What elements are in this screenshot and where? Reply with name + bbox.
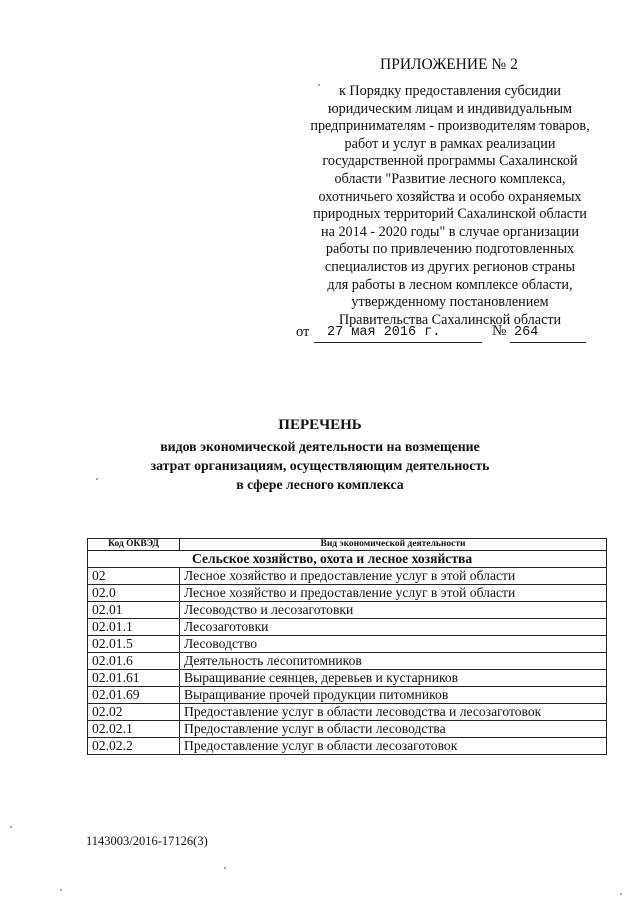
table-row	[88, 738, 607, 755]
section-row	[88, 551, 607, 568]
activity-name: Предоставление услуг в области лесозаготовок	[180, 738, 607, 755]
resolution-date: 27 мая 2016 г.	[314, 325, 482, 343]
okved-code: 02.02.1	[88, 721, 180, 738]
document-title: ПЕРЕЧЕНЬ	[278, 417, 362, 433]
okved-code: 02.01.6	[88, 653, 180, 670]
table-row	[88, 619, 607, 636]
appendix-line: области "Развитие лесного комплекса,	[334, 170, 566, 187]
scan-speck	[318, 84, 320, 86]
activity-name: Лесное хозяйство и предоставление услуг в этой области	[180, 585, 607, 602]
activity-name: Лесное хозяйство и предоставление услуг в этой области	[180, 568, 607, 585]
okved-code: 02.01.5	[88, 636, 180, 653]
okved-code: 02.01.1	[88, 619, 180, 636]
table-row	[88, 670, 607, 687]
appendix-line: работ и услуг в рамках реализации	[344, 135, 556, 152]
okved-code: 02.02.2	[88, 738, 180, 755]
okved-code: 02.01.69	[88, 687, 180, 704]
date-prefix: от	[296, 324, 310, 340]
activity-name: Выращивание сеянцев, деревьев и кустарников	[180, 670, 607, 687]
table-row	[88, 585, 607, 602]
activity-name: Предоставление услуг в области лесоводства и лесозаготовок	[180, 704, 607, 721]
appendix-line: охотничьего хозяйства и особо охраняемых	[318, 188, 582, 205]
table-row	[88, 636, 607, 653]
activity-name: Предоставление услуг в области лесоводства	[180, 721, 607, 738]
okved-code: 02.01	[88, 602, 180, 619]
scan-speck	[10, 826, 12, 828]
activity-name: Лесоводство	[180, 636, 607, 653]
document-registration-code: 1143003/2016-17126(3)	[86, 834, 208, 848]
appendix-line: работы по привлечению подготовленных	[325, 241, 575, 258]
appendix-description	[290, 83, 610, 329]
appendix-line: на 2014 - 2020 годы" в случае организации	[321, 223, 579, 240]
activity-name: Лесоводство и лесозаготовки	[180, 602, 607, 619]
resolution-number: 264	[510, 325, 586, 343]
table-row	[88, 568, 607, 585]
table-row	[88, 721, 607, 738]
appendix-line: природных территорий Сахалинской области	[313, 206, 587, 223]
header-code: Код ОКВЭД	[88, 539, 180, 551]
resolution-date-number	[296, 323, 596, 345]
activity-name: Лесозаготовки	[180, 619, 607, 636]
okved-code: 02.0	[88, 585, 180, 602]
appendix-line: специалистов из других регионов страны	[324, 258, 576, 275]
number-sign: №	[492, 323, 507, 339]
okved-code: 02.02	[88, 704, 180, 721]
activity-name: Выращивание прочей продукции питомников	[180, 687, 607, 704]
section-title: Сельское хозяйство, охота и лесное хозяйства	[88, 551, 607, 568]
activity-name: Деятельность лесопитомников	[180, 653, 607, 670]
appendix-line: Правительства Сахалинской области	[338, 311, 562, 328]
subtitle-line: в сфере лесного комплекса	[236, 477, 404, 492]
okved-table	[87, 538, 607, 755]
table-header-row	[88, 539, 607, 551]
appendix-line: предпринимателям - производителям товаров,	[310, 118, 590, 135]
subtitle-line: видов экономической деятельности на возмещение	[160, 439, 480, 454]
appendix-line: юридическим лицам и индивидуальным	[328, 100, 572, 117]
table-row	[88, 704, 607, 721]
appendix-line: утвержденному постановлением	[351, 294, 549, 311]
header-activity: Вид экономической деятельности	[180, 539, 607, 551]
okved-code: 02.01.61	[88, 670, 180, 687]
scan-speck	[60, 889, 62, 891]
table-row	[88, 653, 607, 670]
okved-code: 02	[88, 568, 180, 585]
appendix-line: для работы в лесном комплексе области,	[327, 276, 573, 293]
document-subtitle	[0, 437, 640, 494]
appendix-title: ПРИЛОЖЕНИЕ № 2	[380, 56, 518, 73]
table-row	[88, 687, 607, 704]
scan-speck	[224, 867, 226, 869]
scan-speck	[96, 478, 98, 480]
appendix-line: к Порядку предоставления субсидии	[338, 83, 562, 99]
subtitle-line: затрат организациям, осуществляющим деятельность	[150, 458, 490, 473]
scan-speck	[620, 893, 622, 895]
table-row	[88, 602, 607, 619]
appendix-line: государственной программы Сахалинской	[322, 153, 578, 170]
